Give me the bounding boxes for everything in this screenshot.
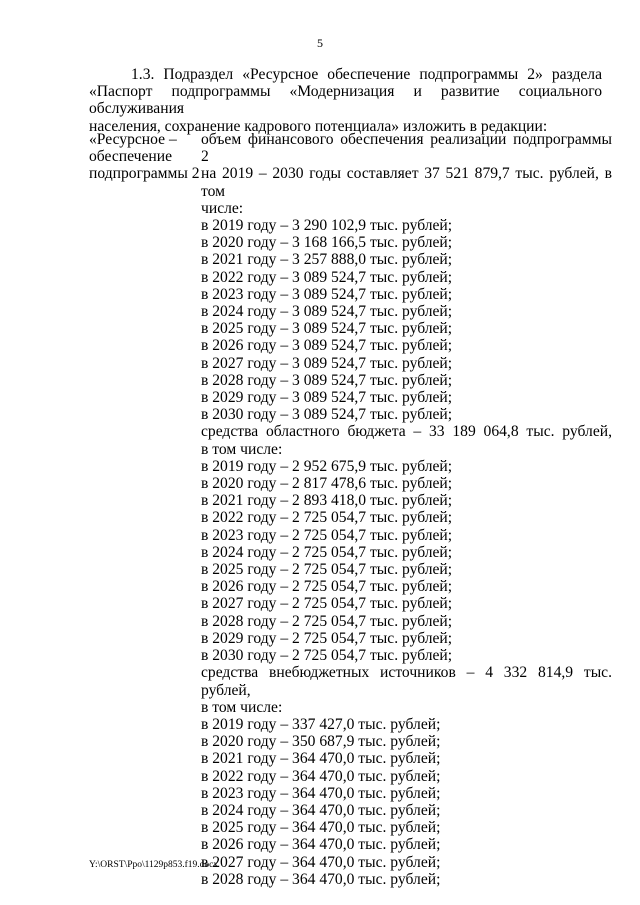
year-amount-line: в 2028 году – 364 470,0 тыс. рублей; [201, 870, 441, 888]
year-amount-line: в 2025 году – 364 470,0 тыс. рублей; [201, 819, 441, 837]
regional-paragraph [201, 423, 612, 457]
extrabudget-line-2: в том числе: [201, 698, 283, 716]
year-amount-line: в 2030 году – 3 089 524,7 тыс. рублей; [201, 406, 453, 424]
label-line: «Ресурсное – [89, 131, 177, 148]
year-amount-line: в 2025 году – 3 089 524,7 тыс. рублей; [201, 320, 453, 338]
total-line-2: на 2019 – 2030 годы составляет 37 521 879,7 тыс. рублей, в том [201, 165, 612, 200]
year-amount-line: в 2028 году – 3 089 524,7 тыс. рублей; [201, 371, 453, 389]
intro-line-2: «Паспорт подпрограммы «Модернизация и развитие социального обслуживания [89, 83, 602, 118]
total-line-1: объем финансового обеспечения реализации подпрограммы 2 [201, 131, 612, 166]
total-paragraph [201, 131, 612, 217]
year-amount-line: в 2020 году – 350 687,9 тыс. рублей; [201, 733, 441, 751]
year-amount-line: в 2024 году – 364 470,0 тыс. рублей; [201, 801, 441, 819]
year-amount-line: в 2026 году – 3 089 524,7 тыс. рублей; [201, 337, 453, 355]
year-amount-line: в 2019 году – 337 427,0 тыс. рублей; [201, 715, 441, 733]
year-amount-line: в 2023 году – 3 089 524,7 тыс. рублей; [201, 285, 453, 303]
year-amount-line: в 2020 году – 2 817 478,6 тыс. рублей; [201, 475, 453, 493]
year-amount-line: в 2029 году – 2 725 054,7 тыс. рублей; [201, 629, 453, 647]
year-amount-line: в 2027 году – 3 089 524,7 тыс. рублей; [201, 354, 453, 372]
year-amount-line: в 2024 году – 3 089 524,7 тыс. рублей; [201, 303, 453, 321]
extrabudget-years-list [201, 716, 612, 888]
regional-line-2: в том числе: [201, 440, 283, 458]
year-amount-line: в 2019 году – 3 290 102,9 тыс. рублей; [201, 217, 453, 235]
intro-line-1: 1.3. Подраздел «Ресурсное обеспечение подпрограммы 2» раздела [131, 66, 602, 83]
year-amount-line: в 2024 году – 2 725 054,7 тыс. рублей; [201, 543, 453, 561]
year-amount-line: в 2030 году – 2 725 054,7 тыс. рублей; [201, 647, 453, 665]
page-number: 5 [317, 36, 323, 50]
year-amount-line: в 2022 году – 3 089 524,7 тыс. рублей; [201, 268, 453, 286]
year-amount-line: в 2025 году – 2 725 054,7 тыс. рублей; [201, 561, 453, 579]
year-amount-line: в 2021 году – 2 893 418,0 тыс. рублей; [201, 492, 453, 510]
year-amount-line: в 2021 году – 3 257 888,0 тыс. рублей; [201, 251, 453, 269]
year-amount-line: в 2022 году – 2 725 054,7 тыс. рублей; [201, 509, 453, 527]
year-amount-line: в 2023 году – 364 470,0 тыс. рублей; [201, 784, 441, 802]
label-line: обеспечение [89, 148, 173, 166]
year-amount-line: в 2020 году – 3 168 166,5 тыс. рублей; [201, 234, 453, 252]
resource-label [89, 131, 200, 183]
total-years-list [201, 217, 612, 423]
extrabudget-paragraph [201, 664, 612, 716]
year-amount-line: в 2028 году – 2 725 054,7 тыс. рублей; [201, 612, 453, 630]
year-amount-line: в 2026 году – 2 725 054,7 тыс. рублей; [201, 578, 453, 596]
year-amount-line: в 2027 году – 2 725 054,7 тыс. рублей; [201, 595, 453, 613]
extrabudget-line-1: средства внебюджетных источников – 4 332 814,9 тыс. рублей, [201, 664, 612, 699]
regional-years-list [201, 458, 612, 664]
year-amount-line: в 2023 году – 2 725 054,7 тыс. рублей; [201, 526, 453, 544]
year-amount-line: в 2021 году – 364 470,0 тыс. рублей; [201, 750, 441, 768]
intro-paragraph [89, 66, 602, 135]
regional-line-1: средства областного бюджета – 33 189 064,8 тыс. рублей, [201, 423, 612, 441]
footer-file-path: Y:\ORST\Ppo\1129p853.f19.docx [89, 860, 219, 870]
year-amount-line: в 2026 году – 364 470,0 тыс. рублей; [201, 836, 441, 854]
year-amount-line: в 2027 году – 364 470,0 тыс. рублей; [201, 853, 441, 871]
year-amount-line: в 2022 году – 364 470,0 тыс. рублей; [201, 767, 441, 785]
year-amount-line: в 2019 году – 2 952 675,9 тыс. рублей; [201, 457, 453, 475]
total-line-3: числе: [201, 199, 244, 217]
intro-line-3: населения, сохранение кадрового потенциала» изложить в редакции: [89, 117, 548, 135]
year-amount-line: в 2029 году – 3 089 524,7 тыс. рублей; [201, 389, 453, 407]
label-line: подпрограммы 2 [89, 165, 200, 183]
resource-content [201, 131, 612, 888]
